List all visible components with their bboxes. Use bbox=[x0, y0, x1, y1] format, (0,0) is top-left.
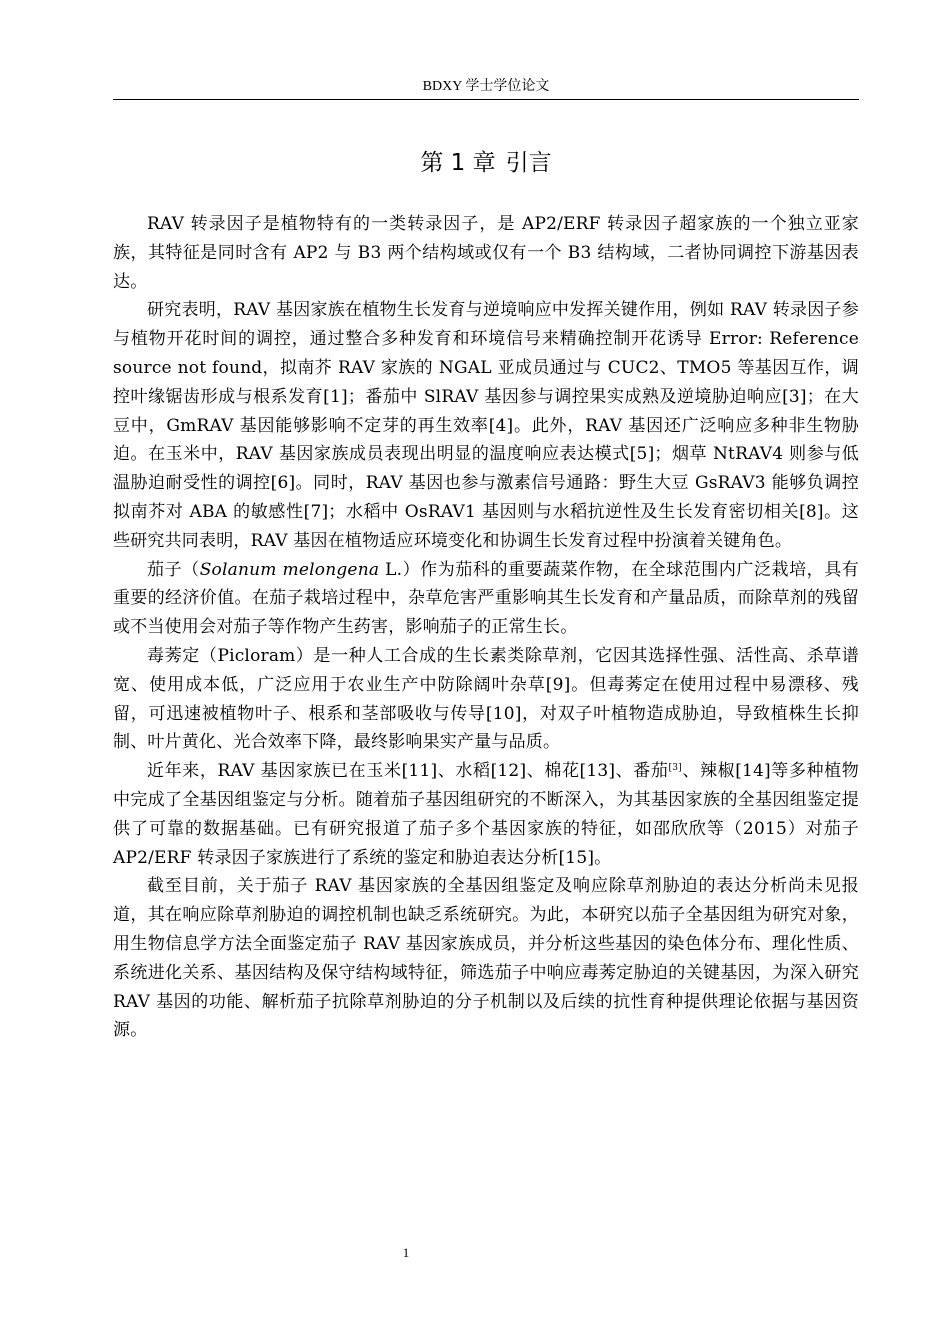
header-rule bbox=[113, 99, 859, 100]
paragraph-rav-definition: RAV 转录因子是植物特有的一类转录因子，是 AP2/ERF 转录因子超家族的一个独立亚家族，其特征是同时含有 AP2 与 B3 两个结构域或仅有一个 B3 结构域，二者协同调控下游基因表达。 bbox=[113, 214, 859, 292]
species-name: Solanum melongena bbox=[199, 559, 380, 580]
citation-superscript: [3] bbox=[668, 763, 682, 774]
paragraph-genome-start: 近年来，RAV 基因家族已在玉米[11]、水稻[12]、棉花[13]、番茄 bbox=[147, 761, 669, 782]
paragraph-eggplant bbox=[113, 556, 859, 642]
paragraph-research-aim: 截至目前，关于茄子 RAV 基因家族的全基因组鉴定及响应除草剂胁迫的表达分析尚未见报道，其在响应除草剂胁迫的调控机制也缺乏系统研究。为此，本研究以茄子全基因组为研究对象，用生物信息学方法全面鉴定茄子 RAV 基因家族成员，并分析这些基因的染色体分布、理化性质、系统进化关系、基因结构及保守结构域特征，筛选茄子中响应毒莠定胁迫的关键基因，为深入研究 RAV 基因的功能、解析茄子抗除草剂胁迫的分子机制以及后续的抗性育种提供理论依据与基因资源。 bbox=[113, 876, 859, 1041]
paragraph-genome-rest: 、辣椒[14]等多种植物中完成了全基因组鉴定与分析。随着茄子基因组研究的不断深入，为其基因家族的全基因组鉴定提供了可靠的数据基础。已有研究报道了茄子多个基因家族的特征，如邵欣欣等（2015）对茄子 AP2/ERF 转录因子家族进行了系统的鉴定和胁迫表达分析[15]。 bbox=[113, 761, 859, 868]
chapter-name: 引言 bbox=[505, 150, 552, 176]
running-header: BDXY 学士学位论文 bbox=[422, 79, 550, 94]
paragraph-picloram: 毒莠定（Picloram）是一种人工合成的生长素类除草剂，它因其选择性强、活性高、杀草谱宽、使用成本低，广泛应用于农业生产中防除阔叶杂草[9]。但毒莠定在使用过程中易漂移、残留，可迅速被植物叶子、根系和茎部吸收与传导[10]，对双子叶植物造成胁迫，导致植株生长抑制、叶片黄化、光合效率下降，最终影响果实产量与品质。 bbox=[113, 645, 859, 753]
page-number: 1 bbox=[402, 1245, 410, 1260]
paragraph-genome-studies bbox=[113, 757, 859, 872]
paragraph-eggplant-start: 茄子（ bbox=[147, 559, 200, 580]
paragraph-eggplant-rest: L.）作为茄科的重要蔬菜作物，在全球范围内广泛栽培，具有重要的经济价值。在茄子栽培过程中，杂草危害严重影响其生长发育和产量品质，而除草剂的残留或不当使用会对茄子等作物产生药害，影响茄子的正常生长。 bbox=[113, 559, 859, 638]
body-text bbox=[113, 210, 859, 1045]
chapter-title bbox=[113, 147, 859, 179]
chapter-number: 第 1 章 bbox=[420, 150, 496, 176]
paragraph-rav-functions: 研究表明，RAV 基因家族在植物生长发育与逆境响应中发挥关键作用，例如 RAV 转录因子参与植物开花时间的调控，通过整合多种发育和环境信号来精确控制开花诱导 Error: Reference source not found，拟南芥 RAV 家族的 NGAL 亚成员通过与 CUC2、TMO5 等基因互作，调控叶缘锯齿形成与根系发育[1]；番茄中 SlRAV 基因参与调控果实成熟及逆境胁迫响应[3]；在大豆中，GmRAV 基因能够影响不定芽的再生效率[4]。此外，RAV 基因还广泛响应多种非生物胁迫。在玉米中，RAV 基因家族成员表现出明显的温度响应表达模式[5]；烟草 NtRAV4 则参与低温胁迫耐受性的调控[6]。同时，RAV 基因也参与激素信号通路：野生大豆 GsRAV3 能够负调控拟南芥对 ABA 的敏感性[7]；水稻中 OsRAV1 基因则与水稻抗逆性及生长发育密切相关[8]。这些研究共同表明，RAV 基因在植物适应环境变化和协调生长发育过程中扮演着关键角色。 bbox=[113, 300, 859, 551]
